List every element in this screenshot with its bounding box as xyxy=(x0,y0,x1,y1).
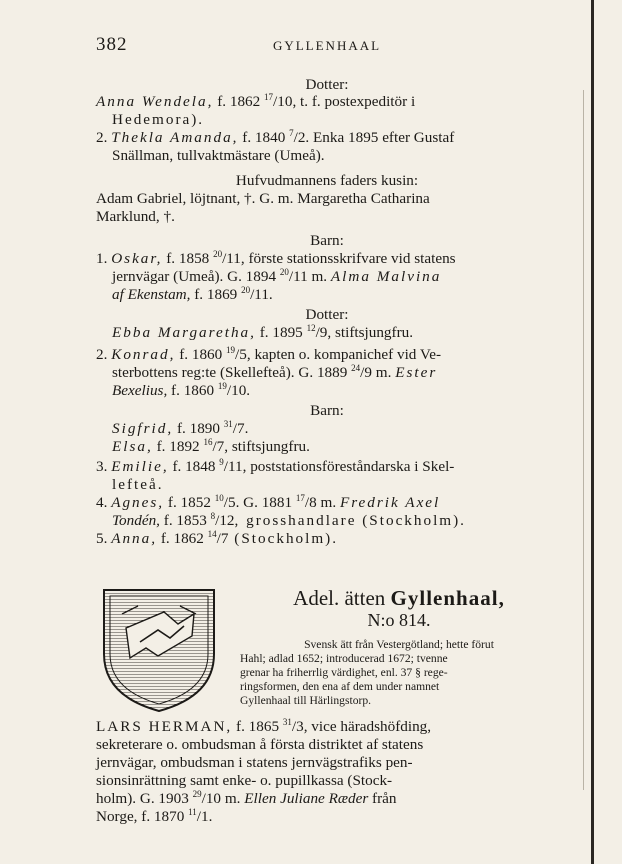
entry-ebba: Ebba Margaretha, f. 1895 $^{12}$/9, stiftsjungfru. xyxy=(112,323,414,341)
entry-adam-cont: Marklund, †. xyxy=(96,208,175,225)
heading-dotter: Dotter: xyxy=(305,76,349,93)
entry-emilie: 3. Emilie, f. 1848 $^9$/11, poststationsföreståndarska i Skel- xyxy=(96,457,455,475)
entry-anna-wendela: Anna Wendela, f. 1862 $^{17}$/10, t. f. postexpeditör i xyxy=(96,92,416,110)
entry-oskar: 1. Oskar, f. 1858 $^{20}$/11, förste stationsskrifvare vid statens xyxy=(96,249,456,267)
entry-sigfrid: Sigfrid, f. 1890 $^{31}$/7. xyxy=(112,419,249,437)
family-note-line-4: ringsformen, den ena af dem under namnet xyxy=(240,680,440,693)
running-title: GYLLENHAAL xyxy=(272,38,382,53)
page-edge-shadow xyxy=(583,90,584,790)
family-note-line-1: Svensk ätt från Vestergötland; hette förut xyxy=(304,638,494,651)
heading-hufvudmannens: Hufvudmannens faders kusin: xyxy=(235,172,419,189)
entry-thekla-cont: Snällman, tullvaktmästare (Umeå). xyxy=(112,147,325,164)
coat-of-arms-shield xyxy=(100,584,218,714)
entry-lars-cont-5: Norge, f. 1870 $^{11}$/1. xyxy=(96,807,213,825)
entry-agnes: 4. Agnes, f. 1852 $^{10}$/5. G. 1881 $^{17}$/8 m. Fredrik Axel xyxy=(96,493,441,511)
entry-tonden: Tondén, f. 1853 $^8$/12, grosshandlare (Stockholm). xyxy=(112,511,466,529)
entry-elsa: Elsa, f. 1892 $^{16}$/7, stiftsjungfru. xyxy=(112,437,310,455)
entry-lars-herman: LARS HERMAN, f. 1865 $^{31}$/3, vice häradshöfding, xyxy=(96,717,432,735)
entry-lars-cont-3: sionsinrättning samt enke- o. pupillkassa (Stock- xyxy=(96,772,393,789)
entry-konrad: 2. Konrad, f. 1860 $^{19}$/5, kapten o. kompanichef vid Ve- xyxy=(96,345,442,363)
family-heading: Adel. ätten Gyllenhaal, xyxy=(293,586,505,610)
entry-adam: Adam Gabriel, löjtnant, †. G. m. Margaretha Catharina xyxy=(96,190,430,207)
entry-ekenstam: af Ekenstam, f. 1869 $^{20}$/11. xyxy=(112,285,273,303)
page-number: 382 xyxy=(96,34,128,55)
heading-barn-2: Barn: xyxy=(310,402,344,419)
family-number: N:o 814. xyxy=(367,610,431,630)
heading-barn: Barn: xyxy=(310,232,344,249)
family-note-line-2: Hahl; adlad 1652; introducerad 1672; tvenne xyxy=(240,652,448,665)
heading-dotter-2: Dotter: xyxy=(305,306,349,323)
entry-bexelius: Bexelius, f. 1860 $^{19}$/10. xyxy=(112,381,251,399)
shield-icon xyxy=(100,584,218,714)
page-edge-line xyxy=(591,0,594,864)
family-note-line-3: grenar ha friherrlig värdighet, enl. 37 § rege- xyxy=(240,666,448,679)
entry-thekla: 2. Thekla Amanda, f. 1840 $^7$/2. Enka 1895 efter Gustaf xyxy=(96,128,455,146)
entry-oskar-cont: jernvägar (Umeå). G. 1894 $^{20}$/11 m. Alma Malvina xyxy=(112,267,442,285)
entry-lars-cont-1: sekreterare o. ombudsman å första distriktet af statens xyxy=(96,736,424,753)
entry-lars-cont-4: holm). G. 1903 $^{29}$/10 m. Ellen Juliane Ræder från xyxy=(96,789,397,807)
page-header xyxy=(96,34,558,54)
entry-anna-cont: Hedemora). xyxy=(112,111,205,128)
family-note-line-5: Gyllenhaal till Härlingstorp. xyxy=(240,694,372,707)
entry-lars-cont-2: jernvägar, ombudsman i statens jernvägstrafiks pen- xyxy=(96,754,413,771)
entry-emilie-cont: lefteå. xyxy=(112,476,164,493)
entry-konrad-cont: sterbottens reg:te (Skellefteå). G. 1889 $^{24}$/9 m. Ester xyxy=(112,363,438,381)
entry-anna-5: 5. Anna, f. 1862 $^{14}$/7 (Stockholm). xyxy=(96,529,339,547)
